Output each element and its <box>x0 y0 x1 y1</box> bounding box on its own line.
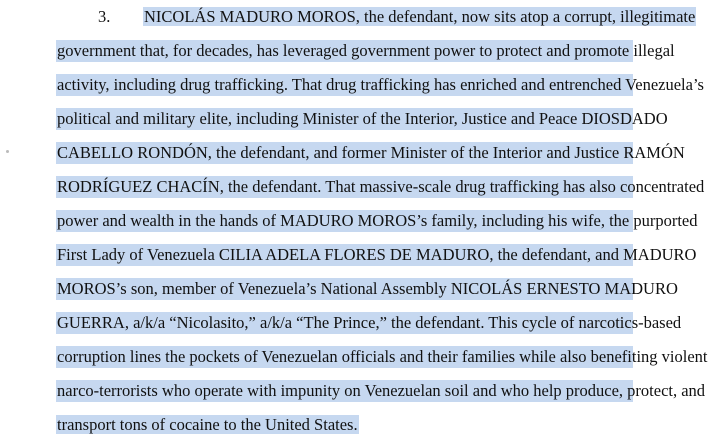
text-line-4 <box>56 108 668 130</box>
text-line-2 <box>56 40 675 62</box>
text-line-3 <box>56 74 704 96</box>
text-line-1 <box>143 6 696 28</box>
scan-speck <box>6 150 9 153</box>
highlighted-text: narco-terrorists who operate with impunity on Venezuelan soil and who help produce, protect, and <box>57 381 706 400</box>
highlighted-text: First Lady of Venezuela CILIA ADELA FLORES DE MADURO, the defendant, and MADURO <box>57 245 697 264</box>
highlighted-text: political and military elite, including Minister of the Interior, Justice and Peace DIOSDADO <box>57 109 668 128</box>
text-line-8 <box>56 244 697 266</box>
highlighted-text: government that, for decades, has leveraged government power to protect and promote illegal <box>57 41 675 60</box>
highlighted-text: MOROS’s son, member of Venezuela’s National Assembly NICOLÁS ERNESTO MADURO <box>57 279 678 298</box>
highlighted-text: RODRÍGUEZ CHACÍN, the defendant. That massive-scale drug trafficking has also concentrated <box>57 177 705 196</box>
highlighted-text: activity, including drug trafficking. That drug trafficking has enriched and entrenched Venezuela’s <box>57 75 704 94</box>
text-line-9 <box>56 278 678 300</box>
highlighted-text: corruption lines the pockets of Venezuelan officials and their families while also benefiting violent <box>57 347 708 366</box>
text-line-7 <box>56 210 698 232</box>
text-line-13 <box>56 414 356 436</box>
highlighted-text: transport tons of cocaine to the United States. <box>57 415 358 434</box>
paragraph-number: 3. <box>98 7 111 26</box>
text-line-6 <box>56 176 705 198</box>
highlighted-text: power and wealth in the hands of MADURO MOROS’s family, including his wife, the purported <box>57 211 698 230</box>
text-line-12 <box>56 380 706 402</box>
highlighted-text: GUERRA, a/k/a “Nicolasito,” a/k/a “The Prince,” the defendant. This cycle of narcotics-based <box>57 313 682 332</box>
highlighted-text: NICOLÁS MADURO MOROS, the defendant, now sits atop a corrupt, illegitimate <box>144 7 696 26</box>
highlighted-text: CABELLO RONDÓN, the defendant, and former Minister of the Interior and Justice RAMÓN <box>57 143 685 162</box>
text-line-10 <box>56 312 682 334</box>
text-line-11 <box>56 346 708 368</box>
text-line-5 <box>56 142 685 164</box>
